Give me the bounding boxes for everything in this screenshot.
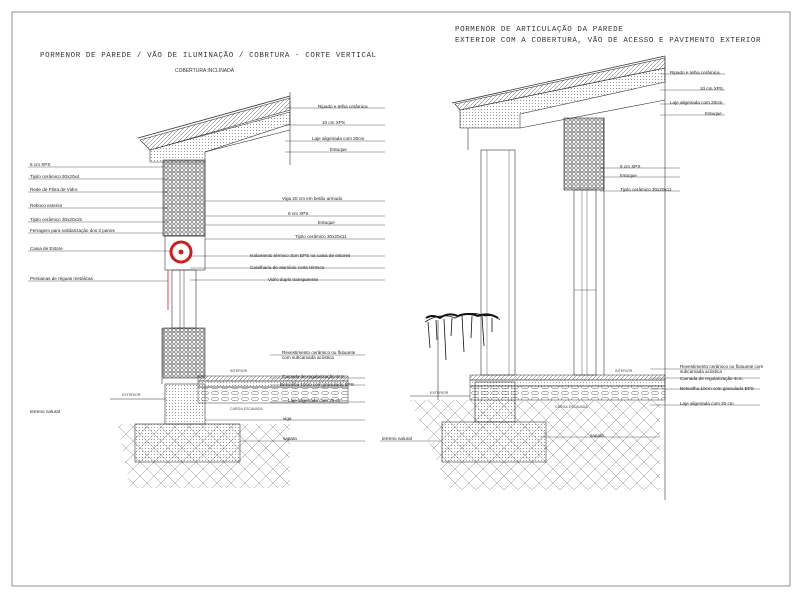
left-label-r11: Revestimento cerâmico ou flutuante com subcamada acústica bbox=[282, 350, 356, 360]
right-footing bbox=[442, 422, 546, 462]
left-label-r3: Estuque bbox=[330, 147, 347, 152]
right-floor-finish bbox=[470, 375, 665, 380]
left-label-l5: Ferragem para solidarização dos 2 panos bbox=[30, 228, 115, 233]
right-label-1: 10 cm XPS bbox=[700, 86, 723, 91]
right-label-10: Laje aligeirada com 20 cm bbox=[680, 401, 734, 406]
left-label-r9: Caixilharia de alumínio corte térmico bbox=[250, 265, 325, 270]
right-column bbox=[481, 150, 515, 375]
right-small-carga: CARGA ESCAVADA bbox=[555, 405, 588, 409]
right-wall bbox=[564, 118, 604, 190]
left-label-r6: Estuque bbox=[318, 220, 335, 225]
right-title-line2: EXTERIOR COM A COBERTURA, VÃO DE ACESSO E PAVIMENTO EXTERIOR bbox=[455, 37, 762, 45]
left-label-l0: 6 cm XPS bbox=[30, 162, 51, 167]
right-label-9: Betonilha 10cm com granulado EPS bbox=[680, 386, 754, 391]
right-label-5: Estuque bbox=[620, 173, 637, 178]
left-label-r0: Ripado e telha cerâmica bbox=[318, 104, 368, 109]
left-label-r7: Tijolo cerâmico 30x20x11 bbox=[295, 234, 347, 239]
right-label-12: terreno natural bbox=[382, 436, 412, 441]
sheet-border bbox=[12, 12, 790, 586]
left-label-r13: Betonilha 10cm com granulado EPS bbox=[280, 382, 354, 387]
left-label-r4: Viga 20 cm em betão armado bbox=[282, 196, 343, 201]
right-label-3: Estuque bbox=[705, 111, 722, 116]
left-label-l1: Tijolo cerâmico 30x20x4 bbox=[30, 174, 80, 179]
right-label-7: Revestimento cerâmico ou flutuante com subcamada acústica bbox=[680, 364, 764, 374]
left-subtitle: COBERTURA INCLINADA bbox=[175, 68, 235, 74]
left-label-l4: Tijolo cerâmico 30x20x15 bbox=[30, 217, 82, 222]
right-small-exterior: EXTERIOR bbox=[430, 391, 449, 395]
left-label-r14: Laje aligeirada com 20 cm bbox=[288, 398, 342, 403]
left-title: PORMENOR DE PAREDE / VÃO DE ILUMINAÇÃO / COBRTURA - CORTE VERTICAL bbox=[40, 52, 377, 60]
right-title-line1: PORMENOR DE ARTICULAÇÃO DA PAREDE bbox=[455, 26, 624, 34]
left-label-r10: Vidro duplo transparente bbox=[268, 277, 319, 282]
right-small-interior: INTERIOR bbox=[615, 369, 633, 373]
right-label-0: Ripado e telha cerâmica bbox=[670, 70, 720, 75]
left-label-r15: viga bbox=[283, 416, 292, 421]
right-label-6: Tijolo cerâmico 30x20x11 bbox=[620, 187, 672, 192]
left-label-r8: Isolamento térmico 3cm EPS na caixa de estores bbox=[250, 253, 351, 258]
right-detail bbox=[380, 56, 760, 500]
left-footing bbox=[135, 424, 240, 462]
right-label-2: Laje aligeirada com 20cm bbox=[670, 100, 723, 105]
left-label-l6: Caixa de Estore bbox=[30, 246, 63, 251]
right-floor-slab bbox=[470, 386, 665, 400]
right-pergola-vegetation bbox=[425, 313, 500, 360]
right-label-11: sapata bbox=[590, 433, 604, 438]
left-label-r16: sapata bbox=[283, 436, 297, 441]
left-small-exterior: EXTERIOR bbox=[122, 393, 141, 397]
left-label-l7: Persianas de réguas metálicas bbox=[30, 276, 93, 281]
left-label-l2: Rede de Fibra de Vidro bbox=[30, 187, 78, 192]
left-small-carga: CARGA ESCAVADA bbox=[230, 407, 263, 411]
left-label-r12: Camada de regularização 4cm bbox=[282, 374, 345, 379]
left-label-l3: Reboco exterior bbox=[30, 203, 63, 208]
left-label-r2: Laje aligeirada com 20cm bbox=[312, 136, 365, 141]
left-upper-wall bbox=[163, 160, 205, 236]
left-label-r1: 10 cm XPS bbox=[322, 120, 345, 125]
left-label-l8: terreno natural bbox=[30, 409, 60, 414]
left-label-r5: 6 cm XPS bbox=[288, 211, 309, 216]
left-small-interior: INTERIOR bbox=[230, 369, 248, 373]
right-label-4: 6 cm XPS bbox=[620, 164, 641, 169]
left-lower-wall bbox=[163, 328, 205, 378]
right-door-frame bbox=[574, 190, 596, 375]
right-label-8: Camada de regularização 4cm bbox=[680, 376, 743, 381]
